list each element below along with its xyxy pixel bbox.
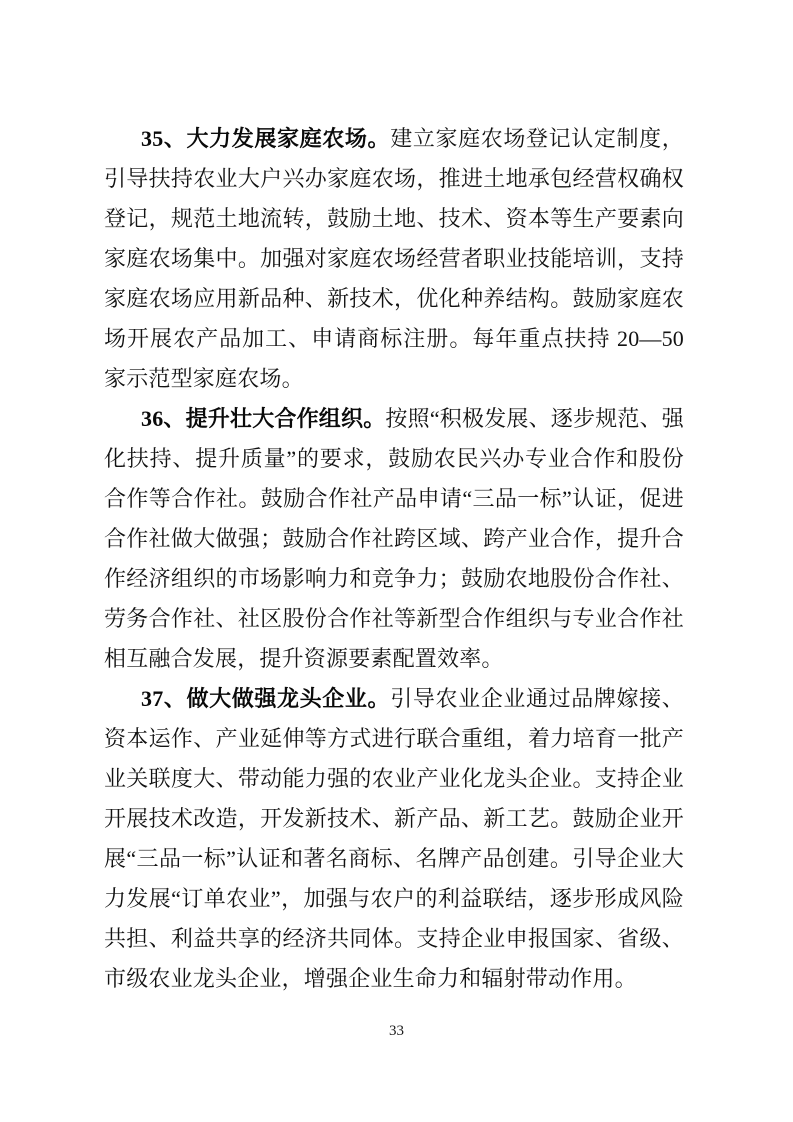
paragraph-35 xyxy=(104,119,684,399)
document-body xyxy=(104,119,684,999)
paragraph-35-heading: 35、大力发展家庭农场。 xyxy=(141,126,391,151)
paragraph-36-heading: 36、提升壮大合作组织。 xyxy=(141,406,386,431)
paragraph-37-heading: 37、做大做强龙头企业。 xyxy=(141,686,391,711)
paragraph-37-body: 引导农业企业通过品牌嫁接、资本运作、产业延伸等方式进行联合重组，着力培育一批产业关联度大、带动能力强的农业产业化龙头企业。支持企业开展技术改造，开发新技术、新产品、新工艺。鼓励企业开展“三品一标”认证和著名商标、名牌产品创建。引导企业大力发展“订单农业”，加强与农户的利益联结，逐步形成风险共担、利益共享的经济共同体。支持企业申报国家、省级、市级农业龙头企业，增强企业生命力和辐射带动作用。 xyxy=(104,686,684,991)
paragraph-37 xyxy=(104,679,684,999)
paragraph-36 xyxy=(104,399,684,679)
paragraph-35-body: 建立家庭农场登记认定制度，引导扶持农业大户兴办家庭农场，推进土地承包经营权确权登记，规范土地流转，鼓励土地、技术、资本等生产要素向家庭农场集中。加强对家庭农场经营者职业技能培训，支持家庭农场应用新品种、新技术，优化种养结构。鼓励家庭农场开展农产品加工、申请商标注册。每年重点扶持 20—50 家示范型家庭农场。 xyxy=(104,126,684,391)
page-number: 33 xyxy=(389,1023,404,1039)
paragraph-36-body: 按照“积极发展、逐步规范、强化扶持、提升质量”的要求，鼓励农民兴办专业合作和股份合作等合作社。鼓励合作社产品申请“三品一标”认证，促进合作社做大做强；鼓励合作社跨区域、跨产业合作，提升合作经济组织的市场影响力和竞争力；鼓励农地股份合作社、劳务合作社、社区股份合作社等新型合作组织与专业合作社相互融合发展，提升资源要素配置效率。 xyxy=(104,406,684,671)
